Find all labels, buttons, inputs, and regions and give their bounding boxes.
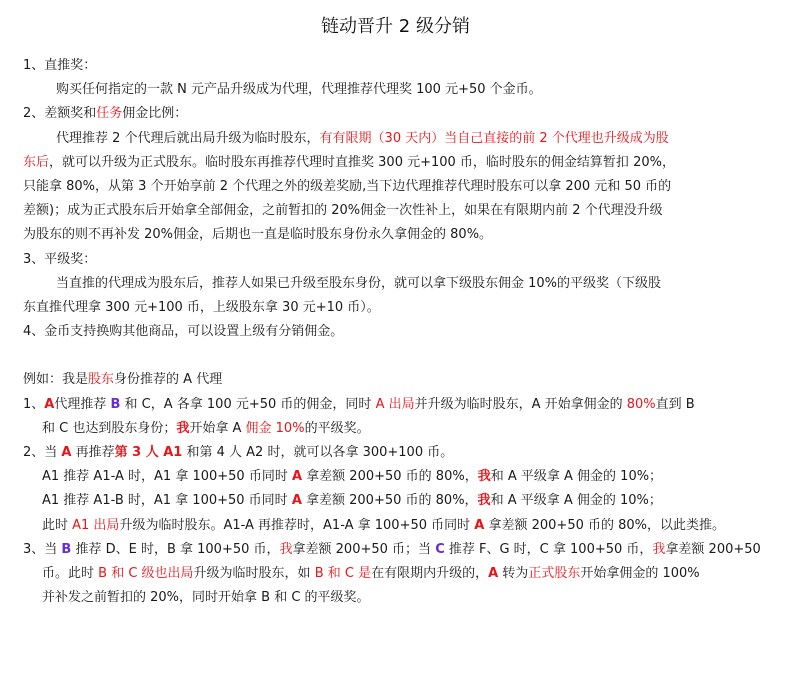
section-1-line-1: 购买任何指定的一款 N 元产品升级成为代理，代理推荐代理奖 100 元+50 个金币。 <box>56 82 542 98</box>
ex3l1-seg: 拿差额 200+50 <box>665 541 761 557</box>
section-2-heading <box>23 102 773 126</box>
ex2l4-seg: 此时 <box>42 517 73 533</box>
section-2-line-5: 为股东的则不再补发 20%佣金，后期也一直是临时股东身份永久拿佣金的 80%。 <box>23 227 493 243</box>
ex2l4-seg: A <box>474 517 485 533</box>
ex2l3-seg: A1 推荐 A1-B 时，A1 拿 100+50 币同时 <box>42 493 292 509</box>
ex1l2-seg: 我 <box>176 420 190 436</box>
ex3l1-seg: 推荐 D、E 时，B 拿 100+50 币， <box>71 541 280 557</box>
section-2-line-2-b: ，就可以升级为正式股东。临时股东再推荐代理时直推奖 300 元+100 币，临时股东的佣金结算暂扣 20%， <box>49 154 675 170</box>
document-body <box>23 54 773 610</box>
ex2l1-seg: 2、当 <box>23 445 62 461</box>
ex2l4-seg: A1 出局 <box>72 517 120 533</box>
ex2l1-seg: A <box>61 445 72 461</box>
document-title: 链动晋升 2 级分销 <box>321 16 470 37</box>
example-2-line-4 <box>23 514 773 538</box>
example-2-line-2 <box>23 465 773 489</box>
ex2l3-seg: 我 <box>477 493 491 509</box>
section-2-line-1 <box>23 127 773 151</box>
example-3-line-3: 并补发之前暂扣的 20%，同时开始拿 B 和 C 的平级奖。 <box>42 590 370 606</box>
ex2l2-seg: 拿差额 200+50 币的 80%， <box>302 469 478 485</box>
ex3l2-seg: 转为 <box>498 566 529 582</box>
section-2-line-1-b: 有有限期（30 天内）当自己直接的前 2 个代理也升级成为股 <box>319 130 669 146</box>
example-3-line-2 <box>23 562 773 586</box>
ex3l2-seg: 正式股东 <box>528 566 581 582</box>
section-2-line-1-a: 代理推荐 2 个代理后就出局升级为临时股东， <box>56 130 320 146</box>
ex1l1-seg: 并升级为临时股东，A 开始拿佣金的 <box>414 396 627 412</box>
example-1-line-2 <box>23 417 773 441</box>
ex1l2-seg: 和 C 也达到股东身份； <box>42 420 177 436</box>
section-2-heading-post: 佣金比例： <box>122 106 188 122</box>
ex1l2-seg: 佣金 10% <box>245 420 305 436</box>
ex3l2-seg: 升级为临时股东，如 <box>193 566 315 582</box>
section-gap <box>23 344 773 368</box>
ex1l1-seg: A <box>44 396 55 412</box>
ex3l2-seg: B 和 C 级也出局 <box>98 566 194 582</box>
example-1-line-1 <box>23 393 773 417</box>
section-2-heading-task: 任务 <box>96 106 123 122</box>
ex2l1-seg: 再推荐 <box>71 445 115 461</box>
ex2l1-seg: 和第 4 人 A2 时，就可以各拿 300+100 币。 <box>182 445 454 461</box>
ex1l1-seg: B <box>110 396 121 412</box>
ex3l2-seg: 币。此时 <box>42 566 99 582</box>
ex3l1-seg: C <box>435 541 445 557</box>
ex2l2-seg: A <box>291 469 303 485</box>
ex2l1-seg: 第 3 人 A1 <box>114 445 183 461</box>
example-intro-post: 身份推荐的 A 代理 <box>114 372 223 388</box>
ex1l2-seg: 开始拿 A <box>189 420 246 436</box>
example-2-line-3 <box>23 489 773 513</box>
example-intro <box>23 368 773 392</box>
ex2l3-seg: 拿差额 200+50 币的 80%， <box>301 493 478 509</box>
ex3l1-seg: 3、当 <box>23 541 62 557</box>
ex2l3-seg: 和 A 平级拿 A 佣金的 10%； <box>490 493 662 509</box>
ex1l1-seg: 1、 <box>23 396 45 412</box>
section-2-line-2-a: 东后 <box>23 154 50 170</box>
ex1l1-seg: A 出局 <box>375 396 415 412</box>
ex2l2-seg: A1 推荐 A1-A 时，A1 拿 100+50 币同时 <box>42 469 292 485</box>
section-2-line-3: 只能拿 80%，从第 3 个开始享前 2 个代理之外的级差奖励,当下边代理推荐代理时股东可以拿 200 元和 50 币的 <box>23 179 672 195</box>
section-3-line-1: 当直推的代理成为股东后，推荐人如果已升级至股东身份，就可以拿下级股东佣金 10%的平级奖（下级股 <box>56 275 662 291</box>
ex2l4-seg: 升级为临时股东。A1-A 再推荐时，A1-A 拿 100+50 币同时 <box>119 517 475 533</box>
ex3l1-seg: 我 <box>652 541 666 557</box>
ex3l1-seg: 拿差额 200+50 币；当 <box>292 541 436 557</box>
ex2l3-seg: A <box>291 493 302 509</box>
example-2-line-1 <box>23 441 773 465</box>
ex1l1-seg: 80% <box>626 396 656 412</box>
ex2l2-seg: 和 A 平级拿 A 佣金的 10%； <box>490 469 663 485</box>
ex1l2-seg: 的平级奖。 <box>304 420 370 436</box>
section-2-heading-pre: 2、差额奖和 <box>23 106 97 122</box>
example-intro-shareholder: 股东 <box>88 372 115 388</box>
ex3l2-seg: 开始拿佣金的 100% <box>580 566 700 582</box>
section-3-heading: 3、平级奖： <box>23 251 97 267</box>
ex1l1-seg: 代理推荐 <box>54 396 111 412</box>
ex1l1-seg: 直到 B <box>655 396 695 412</box>
ex3l1-seg: B <box>61 541 72 557</box>
section-2-line-2 <box>23 151 773 175</box>
ex3l2-seg: B 和 C 是 <box>314 566 372 582</box>
ex2l4-seg: 拿差额 200+50 币的 80%，以此类推。 <box>484 517 726 533</box>
section-1-heading: 1、直推奖： <box>23 58 97 73</box>
ex1l1-seg: 和 C，A 各拿 100 元+50 币的佣金，同时 <box>120 396 376 412</box>
example-intro-pre: 例如：我是 <box>23 372 89 388</box>
ex3l1-seg: 我 <box>279 541 293 557</box>
ex2l2-seg: 我 <box>477 469 491 485</box>
section-3-line-2: 东直推代理拿 300 元+100 币，上级股东拿 30 元+10 币）。 <box>23 300 380 316</box>
ex3l1-seg: 推荐 F、G 时，C 拿 100+50 币， <box>444 541 653 557</box>
section-2-line-4: 差额)；成为正式股东后开始拿全部佣金，之前暂扣的 20%佣金一次性补上，如果在有限期内前 2 个代理没升级 <box>23 203 663 219</box>
ex3l2-seg: A <box>488 566 499 582</box>
example-3-line-1 <box>23 538 773 562</box>
ex3l2-seg: 在有限期内升级的， <box>371 566 489 582</box>
section-4-heading: 4、金币支持换购其他商品，可以设置上级有分销佣金。 <box>23 324 344 340</box>
